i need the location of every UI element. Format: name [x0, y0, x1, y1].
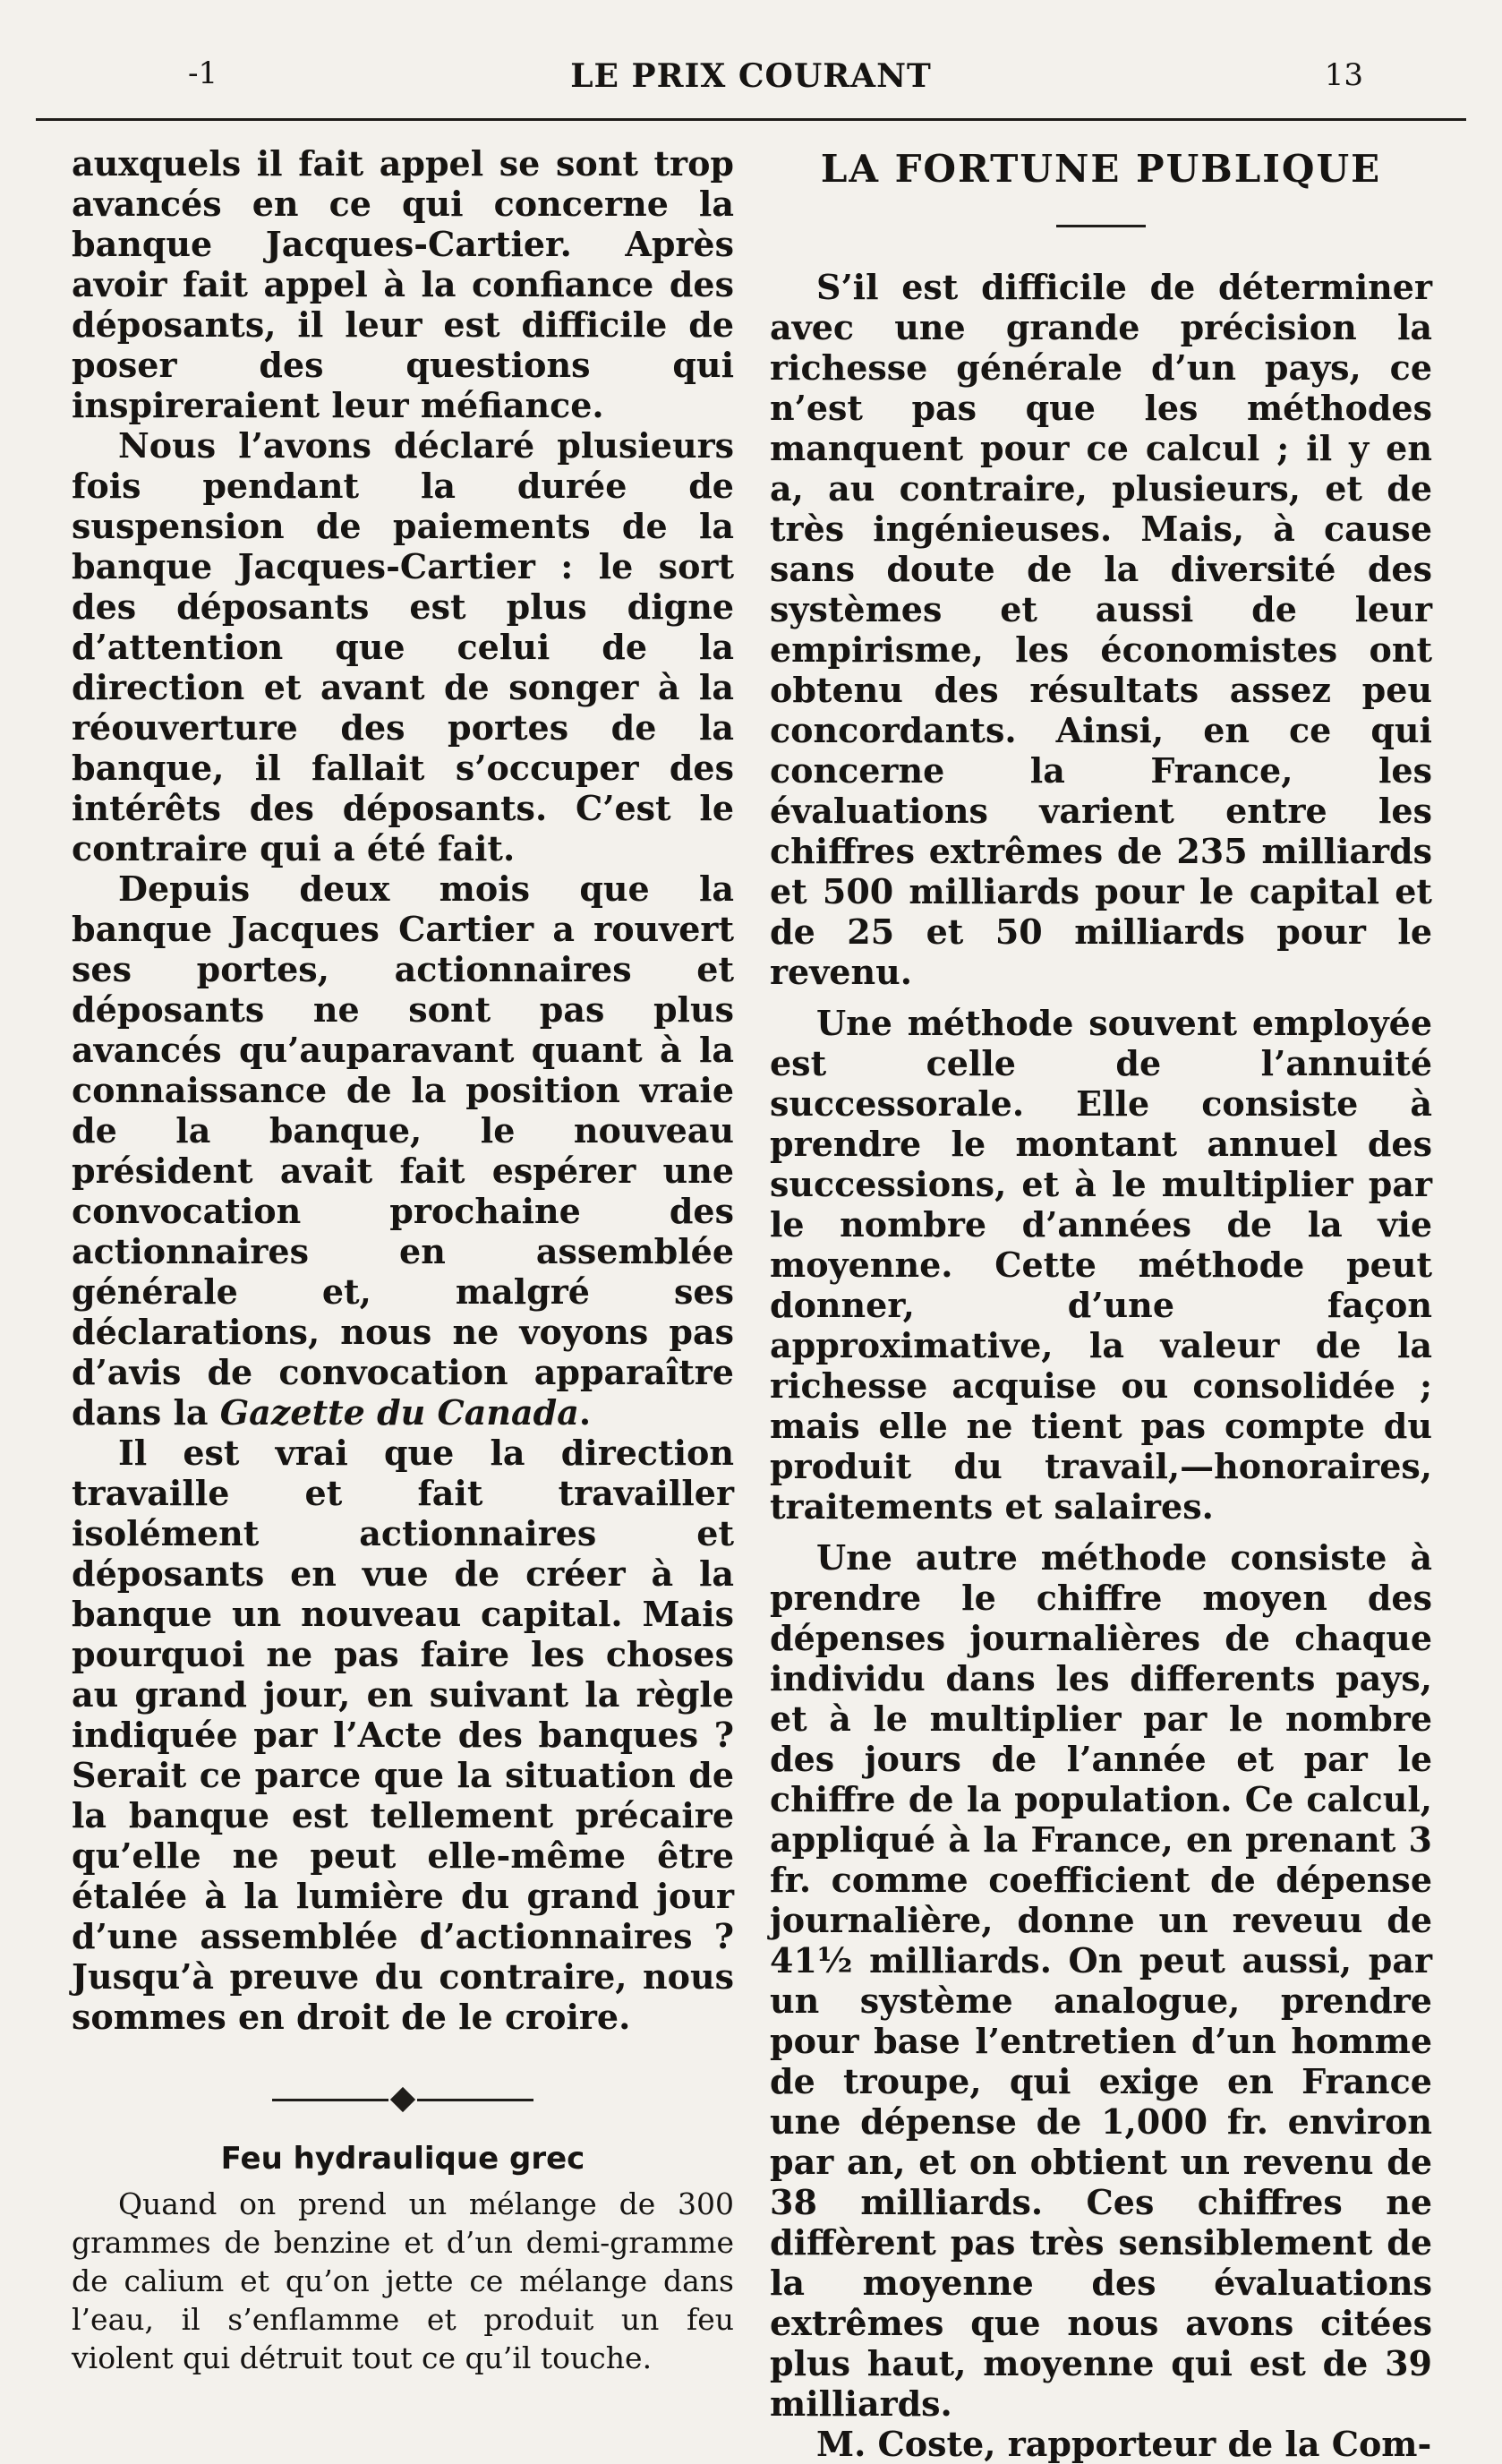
title-rule	[1056, 225, 1146, 227]
right-paragraph-1: S’il est difficile de déterminer avec une grande précision la richesse générale d’un pays, ce n’est pas que les méthodes manquent pour ce calcul ; il y en a, au contraire, plusieurs, et de très ingénieuses. Mais, à cause sans doute de la diversité des systèmes et aussi de leur empirisme, les économistes ont obtenu des résultats assez peu concordants. Ainsi, en ce qui concerne la France, les évaluations varient entre les chiffres extrêmes de 235 milliards et 500 milliards pour le capital et de 25 et 50 milliards pour le revenu.	[770, 267, 1432, 992]
diamond-icon	[390, 2087, 415, 2112]
page-number: 13	[1324, 57, 1363, 93]
left-paragraph-3	[72, 868, 734, 1433]
note-body	[72, 2185, 734, 2377]
left-paragraph-3-end: .	[578, 1392, 592, 1433]
right-paragraph-4: M. Coste, rapporteur de la Com-	[816, 2424, 1432, 2464]
header-mark: -1	[188, 56, 218, 91]
left-paragraph-1: auxquels il fait appel se sont trop avancés en ce qui concerne la banque Jacques-Cartier. Après avoir fait appel à la confiance des déposants, il leur est difficile de poser des questions qui inspireraient leur méfiance.	[72, 143, 734, 425]
right-column	[770, 143, 1432, 2464]
note-title: Feu hydraulique grec	[220, 2141, 585, 2177]
header-rule	[36, 118, 1466, 121]
note-text: Quand on prend un mélange de 300 grammes de benzine et d’un demi-gramme de calium et qu’on jette ce mélange dans l’eau, il s’enflamme et produit un feu violent qui détruit tout ce qu’il touche.	[72, 2186, 734, 2375]
running-header	[36, 54, 1466, 107]
right-paragraph-3: Une autre méthode consiste à prendre le chiffre moyen des dépenses journalières de chaque individu dans les differents pays, et à le multiplier par le nombre des jours de l’année et par le chiffre de la population. Ce calcul, appliqué à la France, en prenant 3 fr. comme coefficient de dépense journalière, donne un reveuu de 41½ milliards. On peut aussi, par un système analogue, prendre pour base l’entretien d’un homme de troupe, qui exige en France une dépense de 1,000 fr. environ par an, et on obtient un revenu de 38 milliards. Ces chiffres ne diffèrent pas très sensiblement de la moyenne des évaluations extrêmes que nous avons citées plus haut, moyenne qui est de 39 milliards.	[770, 1537, 1432, 2424]
ornament-divider	[72, 2091, 734, 2109]
left-column	[72, 143, 734, 2377]
left-paragraph-2: Nous l’avons déclaré plusieurs fois pendant la durée de suspension de paiements de la banque Jacques-Cartier : le sort des déposants est plus digne d’attention que celui de la direction et avant de songer à la réouverture des portes de la banque, il fallait s’occuper des intérêts des déposants. C’est le contraire qui a été fait.	[72, 425, 734, 868]
right-paragraph-2: Une méthode souvent employée est celle de l’annuité successorale. Elle consiste à prendre le montant annuel des successions, et à le multiplier par le nombre d’années de la vie moyenne. Cette méthode peut donner, d’une façon approximative, la valeur de la richesse acquise ou consolidée ; mais elle ne tient pas compte du produit du travail,—honoraires, traitements et salaires.	[770, 1003, 1432, 1527]
gazette-title: Gazette du Canada	[219, 1392, 579, 1433]
section-title: LA FORTUNE PUBLIQUE	[820, 147, 1382, 191]
publication-title: LE PRIX COURANT	[570, 57, 932, 95]
left-paragraph-4: Il est vrai que la direction travaille et fait travailler isolément actionnaires et déposants en vue de créer à la banque un nouveau capital. Mais pourquoi ne pas faire les choses au grand jour, en suivant la règle indiquée par l’Acte des banques ? Serait ce parce que la situation de la banque est tellement précaire qu’elle ne peut elle-même être étalée à la lumière du grand jour d’une assemblée d’actionnaires ? Jusqu’à preuve du contraire, nous sommes en droit de le croire.	[72, 1433, 734, 2037]
left-paragraph-3-text: Depuis deux mois que la banque Jacques Cartier a rouvert ses portes, actionnaires et déposants ne sont pas plus avancés qu’auparavant quant à la connaissance de la position vraie de la banque, le nouveau président avait fait espérer une convocation prochaine des actionnaires en assemblée générale et, malgré ses déclarations, nous ne voyons pas d’avis de convocation apparaître dans la	[72, 868, 734, 1433]
